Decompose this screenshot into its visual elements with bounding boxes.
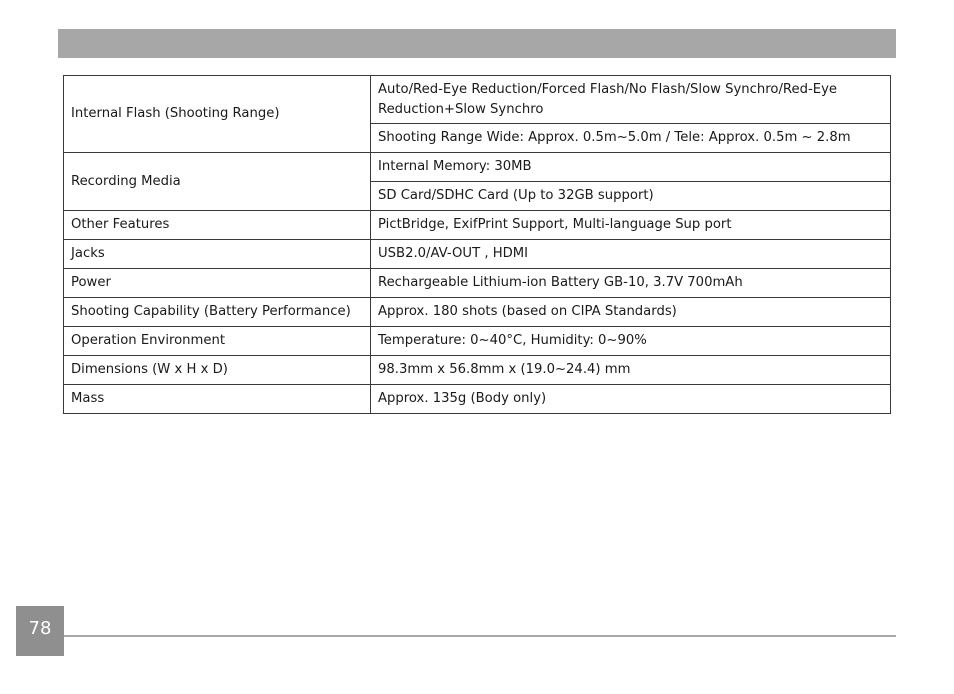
spec-value: Temperature: 0~40°C, Humidity: 0~90%: [371, 327, 891, 356]
spec-value: Internal Memory: 30MB: [371, 153, 891, 182]
spec-label: Other Features: [64, 211, 371, 240]
page-number: 78: [16, 606, 64, 656]
spec-label: Shooting Capability (Battery Performance): [64, 298, 371, 327]
specifications-table: [63, 75, 891, 414]
spec-label: Internal Flash (Shooting Range): [64, 76, 371, 153]
spec-value: 98.3mm x 56.8mm x (19.0~24.4) mm: [371, 356, 891, 385]
table-row: [64, 240, 891, 269]
spec-label: Recording Media: [64, 153, 371, 211]
table-row: [64, 298, 891, 327]
table-row: [64, 211, 891, 240]
spec-value: Approx. 135g (Body only): [371, 385, 891, 414]
spec-label: Dimensions (W x H x D): [64, 356, 371, 385]
table-row: [64, 327, 891, 356]
spec-value: Approx. 180 shots (based on CIPA Standards): [371, 298, 891, 327]
table-row: [64, 76, 891, 124]
footer-divider: [64, 635, 896, 637]
spec-label: Operation Environment: [64, 327, 371, 356]
header-bar: [58, 29, 896, 58]
spec-value: SD Card/SDHC Card (Up to 32GB support): [371, 182, 891, 211]
table-row: [64, 385, 891, 414]
spec-value: Shooting Range Wide: Approx. 0.5m~5.0m / Tele: Approx. 0.5m ~ 2.8m: [371, 124, 891, 153]
spec-label: Power: [64, 269, 371, 298]
spec-value: Auto/Red-Eye Reduction/Forced Flash/No Flash/Slow Synchro/Red-Eye Reduction+Slow Synchro: [371, 76, 891, 124]
spec-value: Rechargeable Lithium-ion Battery GB-10, 3.7V 700mAh: [371, 269, 891, 298]
spec-label: Jacks: [64, 240, 371, 269]
table-row: [64, 153, 891, 182]
spec-label: Mass: [64, 385, 371, 414]
spec-value: USB2.0/AV-OUT , HDMI: [371, 240, 891, 269]
spec-value: PictBridge, ExifPrint Support, Multi-language Sup port: [371, 211, 891, 240]
table-row: [64, 356, 891, 385]
table-row: [64, 269, 891, 298]
